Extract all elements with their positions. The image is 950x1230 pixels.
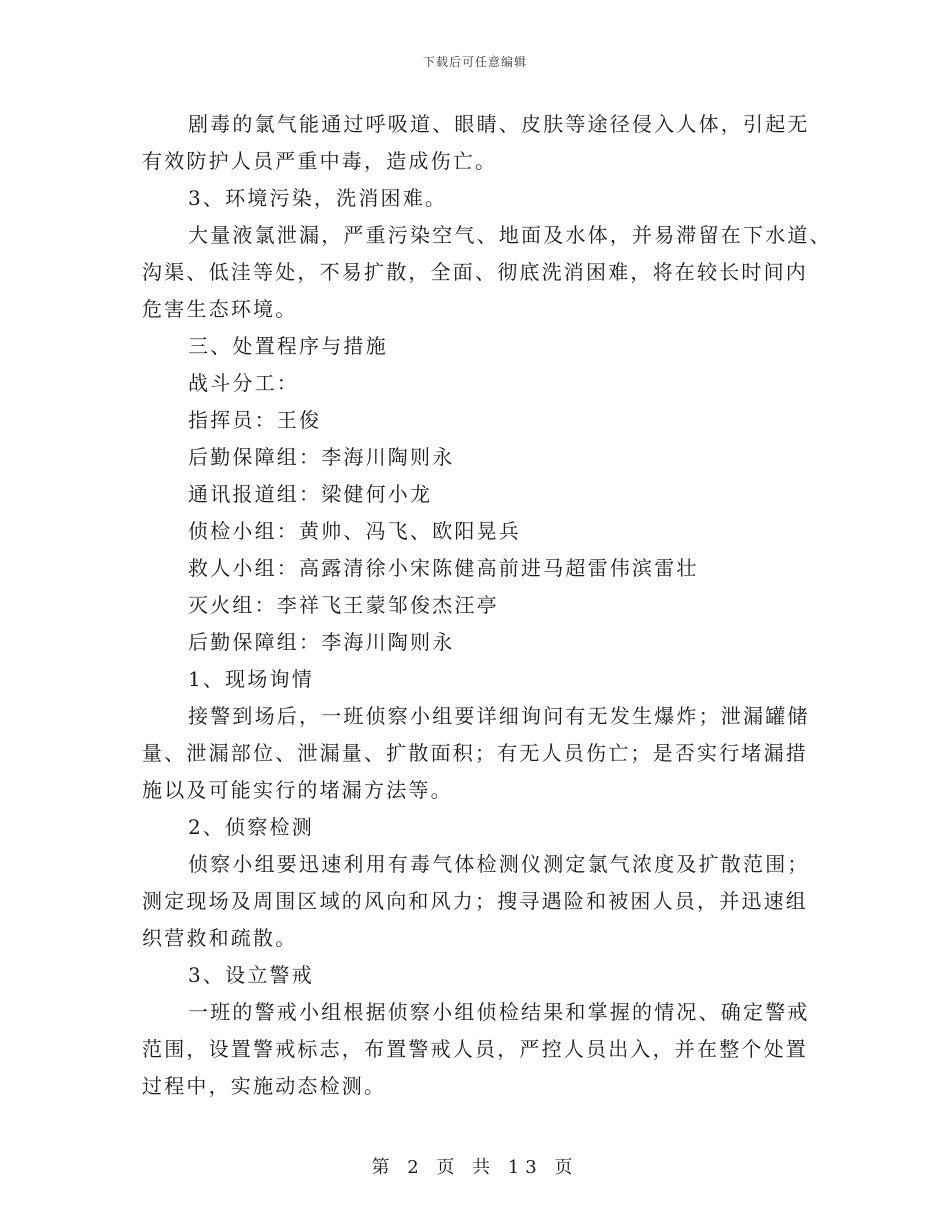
page-header: 下载后可任意编辑 [422,55,527,69]
paragraph-line: 过程中，实施动态检测。 [142,1074,387,1098]
document-body [142,106,832,1105]
paragraph-line: 侦察小组要迅速利用有毒气体检测仪测定氯气浓度及扩散范围； [188,852,810,876]
paragraph-line: 量、泄漏部位、泄漏量、扩散面积；有无人员伤亡；是否实行堵漏措 [142,741,808,765]
paragraph-line: 剧毒的氯气能通过呼吸道、眼睛、皮肤等途径侵入人体，引起无 [188,112,810,136]
paragraph-line: 通讯报道组：梁健何小龙 [188,482,433,506]
page-number-footer: 第 2 页 共 13 页 [371,1157,579,1178]
paragraph-line: 一班的警戒小组根据侦察小组侦检结果和掌握的情况、确定警戒 [188,1000,810,1024]
paragraph-line: 后勤保障组：李海川陶则永 [188,445,455,469]
paragraph-line: 后勤保障组：李海川陶则永 [188,630,455,654]
paragraph-line: 沟渠、低洼等处，不易扩散，全面、彻底洗消困难，将在较长时间内 [142,260,808,284]
section-heading: 2、侦察检测 [188,815,314,839]
paragraph-line: 灭火组：李祥飞王蒙邹俊杰汪亭 [188,593,499,617]
section-heading: 三、处置程序与措施 [188,334,388,358]
paragraph-line: 危害生态环境。 [142,297,298,321]
paragraph-line: 指挥员：王俊 [188,408,322,432]
paragraph-line: 施以及可能实行的堵漏方法等。 [142,778,453,802]
paragraph-line: 侦检小组：黄帅、冯飞、欧阳晃兵 [188,519,521,543]
section-heading: 3、设立警戒 [188,963,314,987]
section-heading: 3、环境污染，洗消困难。 [188,186,448,210]
paragraph-line: 织营救和疏散。 [142,926,298,950]
paragraph-line: 接警到场后，一班侦察小组要详细询问有无发生爆炸；泄漏罐储 [188,704,810,728]
paragraph-line: 范围，设置警戒标志，布置警戒人员，严控人员出入，并在整个处置 [142,1037,808,1061]
paragraph-line: 测定现场及周围区域的风向和风力；搜寻遇险和被困人员，并迅速组 [142,889,808,913]
paragraph-line: 有效防护人员严重中毒，造成伤亡。 [142,149,498,173]
section-heading: 1、现场询情 [188,667,314,691]
paragraph-line: 战斗分工： [188,371,299,395]
paragraph-line: 大量液氯泄漏，严重污染空气、地面及水体，并易滞留在下水道、 [188,223,832,247]
paragraph-line: 救人小组：高露清徐小宋陈健高前进马超雷伟滨雷壮 [188,556,699,580]
